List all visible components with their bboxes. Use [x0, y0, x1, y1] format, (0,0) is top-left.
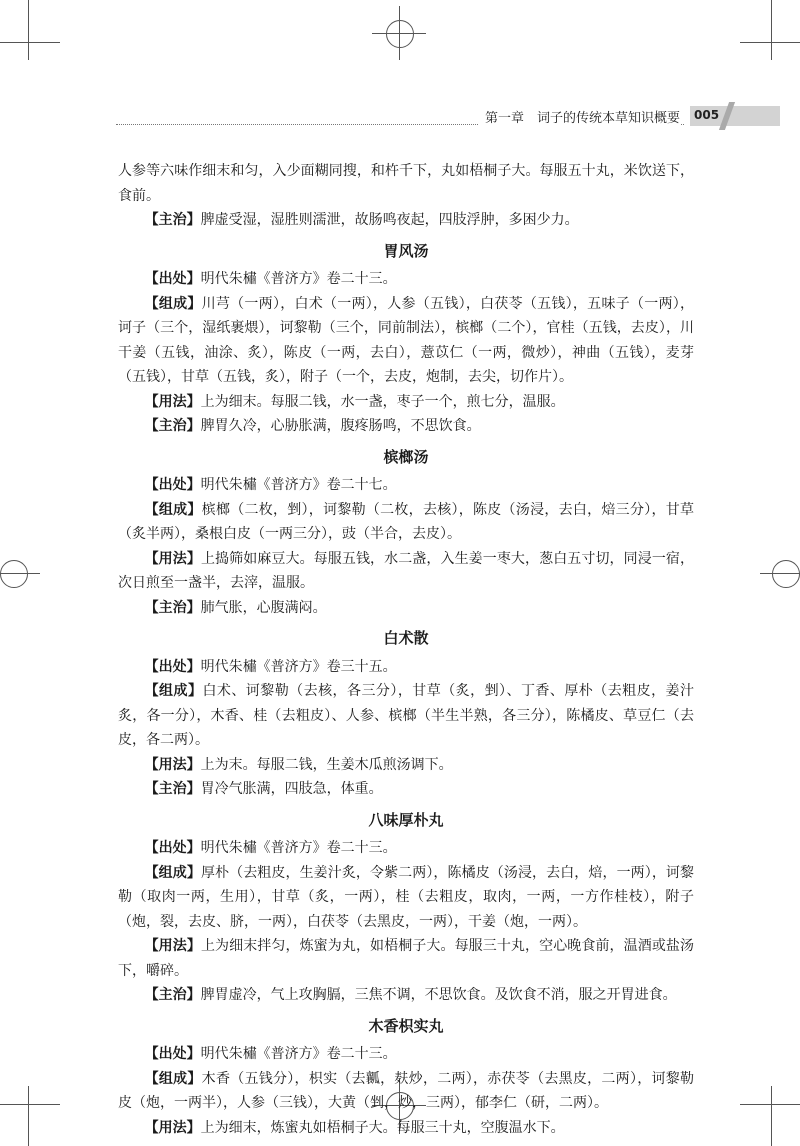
crop-mark	[28, 1086, 29, 1146]
page-number-tab	[690, 106, 780, 126]
formula-field	[118, 390, 694, 415]
field-label: 【组成】	[144, 501, 202, 518]
formula-field	[118, 292, 694, 390]
field-label: 【出处】	[144, 658, 201, 675]
crop-mark	[771, 1086, 772, 1146]
field-label: 【主治】	[144, 212, 201, 228]
field-text: 胃冷气胀满，四肢急，体重。	[200, 781, 383, 797]
formula-field	[118, 983, 694, 1008]
field-label: 【用法】	[144, 938, 201, 954]
field-text: 肺气胀，心腹满闷。	[200, 599, 327, 616]
intro-zhuzhi	[118, 208, 694, 233]
field-label: 【组成】	[144, 295, 202, 312]
decorative-slash	[719, 102, 735, 130]
registration-mark	[372, 33, 426, 34]
field-label: 【组成】	[144, 864, 201, 881]
field-text: 明代朱橚《普济方》卷二十三。	[200, 271, 397, 287]
field-label: 【出处】	[144, 271, 201, 287]
crop-mark	[0, 1104, 60, 1105]
registration-mark	[760, 573, 800, 574]
intro-paragraph: 人参等六味作细末和匀，入少面糊同搜，和杵千下，丸如梧桐子大。每服五十丸，米饮送下，食前。	[118, 163, 694, 204]
field-text: 明代朱橚《普济方》卷二十七。	[200, 477, 397, 493]
field-label: 【出处】	[144, 1046, 201, 1062]
formula-field	[118, 679, 694, 753]
field-label: 【组成】	[144, 683, 203, 699]
formula-field	[118, 414, 694, 439]
field-text: 川芎（一两），白术（一两），人参（五钱），白茯苓（五钱），五味子（一两），诃子（三个，湿纸裹煨），诃黎勒（三个，同前制法），槟榔（二个），官桂（五钱，去皮），川干姜（五钱，油涂、炙），陈皮（一两，去白），薏苡仁（一两，微炒），神曲（五钱），麦芽（五钱），甘草（五钱，炙），附子（一个，去皮，炮制，去尖，切作片）。	[118, 295, 695, 385]
page-number: 005	[694, 108, 720, 122]
registration-mark	[386, 20, 414, 48]
crop-mark	[740, 42, 800, 43]
field-text: 脾胃虚冷，气上攻胸膈，三焦不调，不思饮食。及饮食不消，服之开胃进食。	[200, 987, 677, 1003]
field-label: 【用法】	[144, 550, 201, 567]
chapter-title: 第一章 词子的传统本草知识概要	[479, 107, 680, 126]
field-label: 【主治】	[144, 781, 201, 797]
formula-field	[118, 498, 694, 547]
field-text: 明代朱橚《普济方》卷二十三。	[200, 1046, 397, 1062]
field-label: 【出处】	[144, 477, 201, 493]
registration-mark	[772, 560, 800, 588]
formula-field	[118, 777, 694, 802]
page-body	[118, 159, 694, 1140]
formula-field	[118, 596, 694, 621]
field-text: 脾虚受湿，湿胜则濡泄，故肠鸣夜起，四肢浮肿，多困少力。	[200, 212, 579, 228]
formula-field	[118, 753, 694, 778]
field-text: 上为末。每服二钱，生姜木瓜煎汤调下。	[200, 756, 453, 773]
formula-field	[118, 836, 694, 861]
formula-title: 八味厚朴丸	[368, 810, 444, 829]
field-text: 白术、诃黎勒（去核，各三分），甘草（炙，剉）、丁香、厚朴（去粗皮，姜汁炙，各一分），木香、桂（去粗皮）、人参、槟榔（半生半熟，各三分），陈橘皮、草豆仁（去皮，各二两）。	[118, 683, 695, 748]
field-text: 上为细末，炼蜜丸如梧桐子大。每服三十丸，空腹温水下。	[200, 1119, 565, 1136]
formula-title: 胃风汤	[383, 241, 429, 260]
field-text: 木香（五钱分），枳实（去瓤，麸炒，二两），赤茯苓（去黑皮，二两），诃黎勒皮（炮，一两半），人参（三钱），大黄（剉，炒，三两），郁李仁（研，二两）。	[118, 1070, 695, 1111]
formula-title: 木香枳实丸	[368, 1016, 444, 1035]
formula-field	[118, 267, 694, 292]
field-text: 上捣筛如麻豆大。每服五钱，水二盏，入生姜一枣大，葱白五寸切，同浸一宿，次日煎至一盏半，去滓，温服。	[118, 550, 694, 591]
field-text: 上为细末拌匀，炼蜜为丸，如梧桐子大。每服三十丸，空心晚食前，温酒或盐汤下，嚼碎。	[118, 938, 694, 979]
crop-mark	[0, 42, 60, 43]
field-label: 【主治】	[144, 418, 201, 434]
field-label: 【用法】	[144, 1119, 201, 1136]
field-label: 【主治】	[144, 599, 201, 616]
crop-mark	[28, 0, 29, 60]
field-label: 【组成】	[144, 1070, 202, 1087]
field-text: 脾胃久冷，心胁胀满，腹疼肠鸣，不思饮食。	[200, 418, 481, 434]
registration-mark	[0, 560, 28, 588]
formula-field	[118, 861, 694, 935]
formula-field	[118, 655, 694, 680]
formula-field	[118, 1116, 694, 1141]
field-text: 槟榔（二枚，剉），诃黎勒（二枚，去核），陈皮（汤浸，去白，焙三分），甘草（炙半两），桑根白皮（一两三分），豉（半合，去皮）。	[118, 501, 695, 542]
field-text: 上为细末。每服二钱，水一盏，枣子一个，煎七分，温服。	[200, 393, 565, 410]
formula-sections	[118, 239, 694, 1141]
crop-mark	[771, 0, 772, 60]
field-text: 明代朱橚《普济方》卷三十五。	[200, 658, 397, 675]
field-text: 厚朴（去粗皮，生姜汁炙，令紫二两），陈橘皮（汤浸，去白，焙，一两），诃黎勒（取肉一两，生用），甘草（炙，一两），桂（去粗皮，取肉，一两，一方作桂枝），附子（炮，裂，去皮、脐，一两），白茯苓（去黑皮，一两），干姜（炮，一两）。	[118, 864, 695, 930]
formula-field	[118, 547, 694, 596]
formula-field	[118, 473, 694, 498]
registration-mark	[0, 573, 40, 574]
formula-field	[118, 1067, 694, 1116]
field-label: 【出处】	[144, 840, 201, 856]
field-label: 【主治】	[144, 987, 201, 1003]
formula-title: 槟榔汤	[383, 447, 429, 466]
field-label: 【用法】	[144, 393, 201, 410]
field-text: 明代朱橚《普济方》卷二十三。	[200, 840, 397, 856]
formula-field	[118, 1042, 694, 1067]
running-header	[116, 106, 780, 128]
field-label: 【用法】	[144, 756, 201, 773]
formula-title: 白术散	[383, 629, 429, 647]
formula-field	[118, 934, 694, 983]
crop-mark	[740, 1104, 800, 1105]
